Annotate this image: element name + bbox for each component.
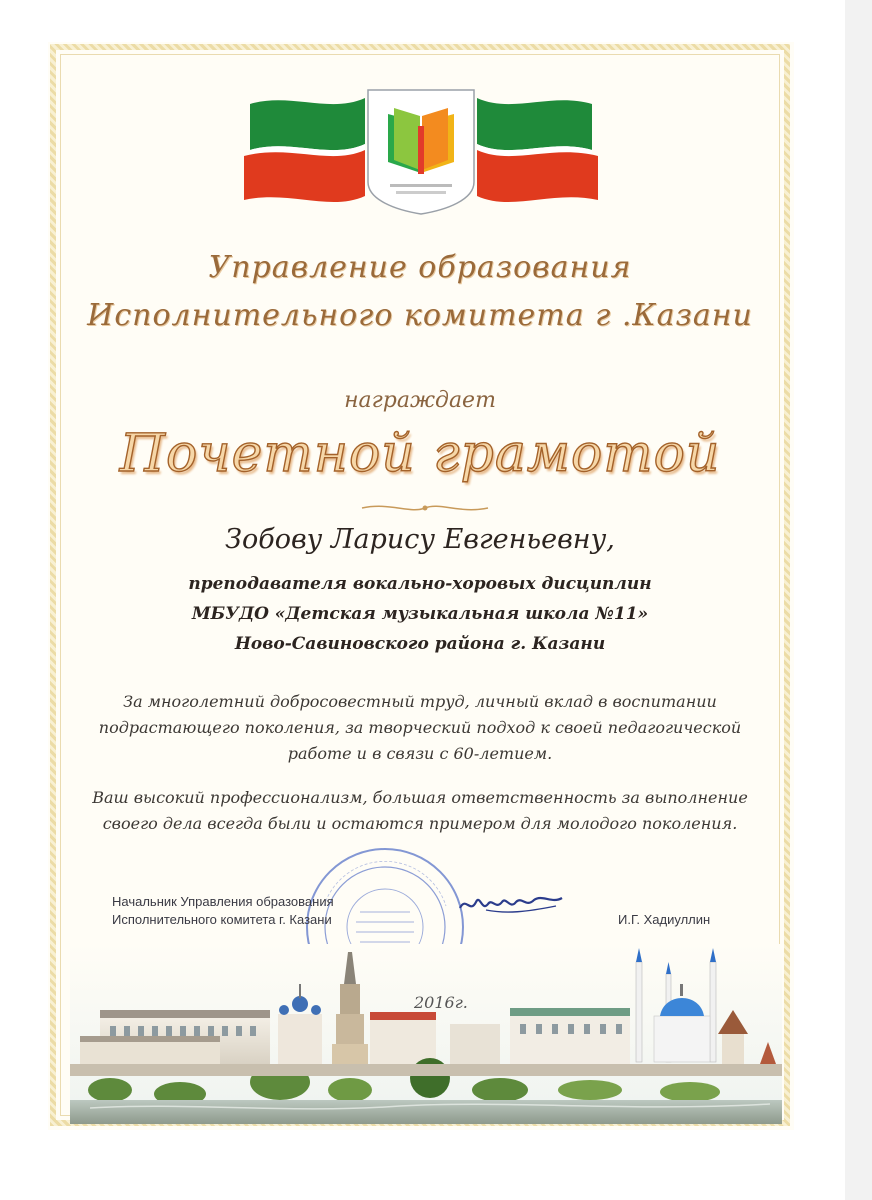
signatory-title-line-2: Исполнительного комитета г. Казани [112, 912, 332, 927]
signatory-name: И.Г. Хадиуллин [618, 912, 711, 927]
organization-line-1: Управление образования [208, 250, 632, 285]
praise-line: своего дела всегда были и остаются примером для молодого поколения. [102, 814, 738, 833]
kazan-kremlin-illustration [70, 944, 782, 1124]
book-logo-icon [368, 90, 474, 214]
organization-line-2: Исполнительного комитета г .Казани [87, 298, 753, 333]
scan-edge [845, 0, 872, 1200]
citation-line: За многолетний добросовестный труд, личный вклад в воспитании [123, 692, 717, 711]
position-line: Ново-Савиновского района г. Казани [234, 634, 606, 654]
governors-palace [80, 1010, 270, 1070]
citation-line: подрастающего поколения, за творческий подход к своей педагогической [98, 718, 742, 737]
recipient-name: Зобову Ларису Евгеньевну, [225, 524, 615, 555]
position-line: МБУДО «Детская музыкальная школа №11» [191, 604, 649, 624]
tatarstan-flags-emblem [240, 86, 602, 216]
citation-line: работе и в связи с 60-летием. [287, 744, 553, 763]
praise-line: Ваш высокий профессионализм, большая ответственность за выполнение [92, 788, 748, 807]
right-flag [477, 98, 598, 202]
year: 2016г. [414, 993, 468, 1012]
left-flag [244, 98, 365, 202]
position-line: преподавателя вокально-хоровых дисциплин [188, 574, 652, 594]
kremlin-wall [70, 1064, 782, 1076]
handwritten-signature [456, 886, 566, 922]
title-flourish-icon [360, 500, 490, 516]
river [70, 1100, 782, 1124]
award-title: Почетной грамотой [119, 424, 721, 484]
signatory-title-line-1: Начальник Управления образования [112, 894, 334, 909]
awards-word: награждает [344, 388, 496, 413]
